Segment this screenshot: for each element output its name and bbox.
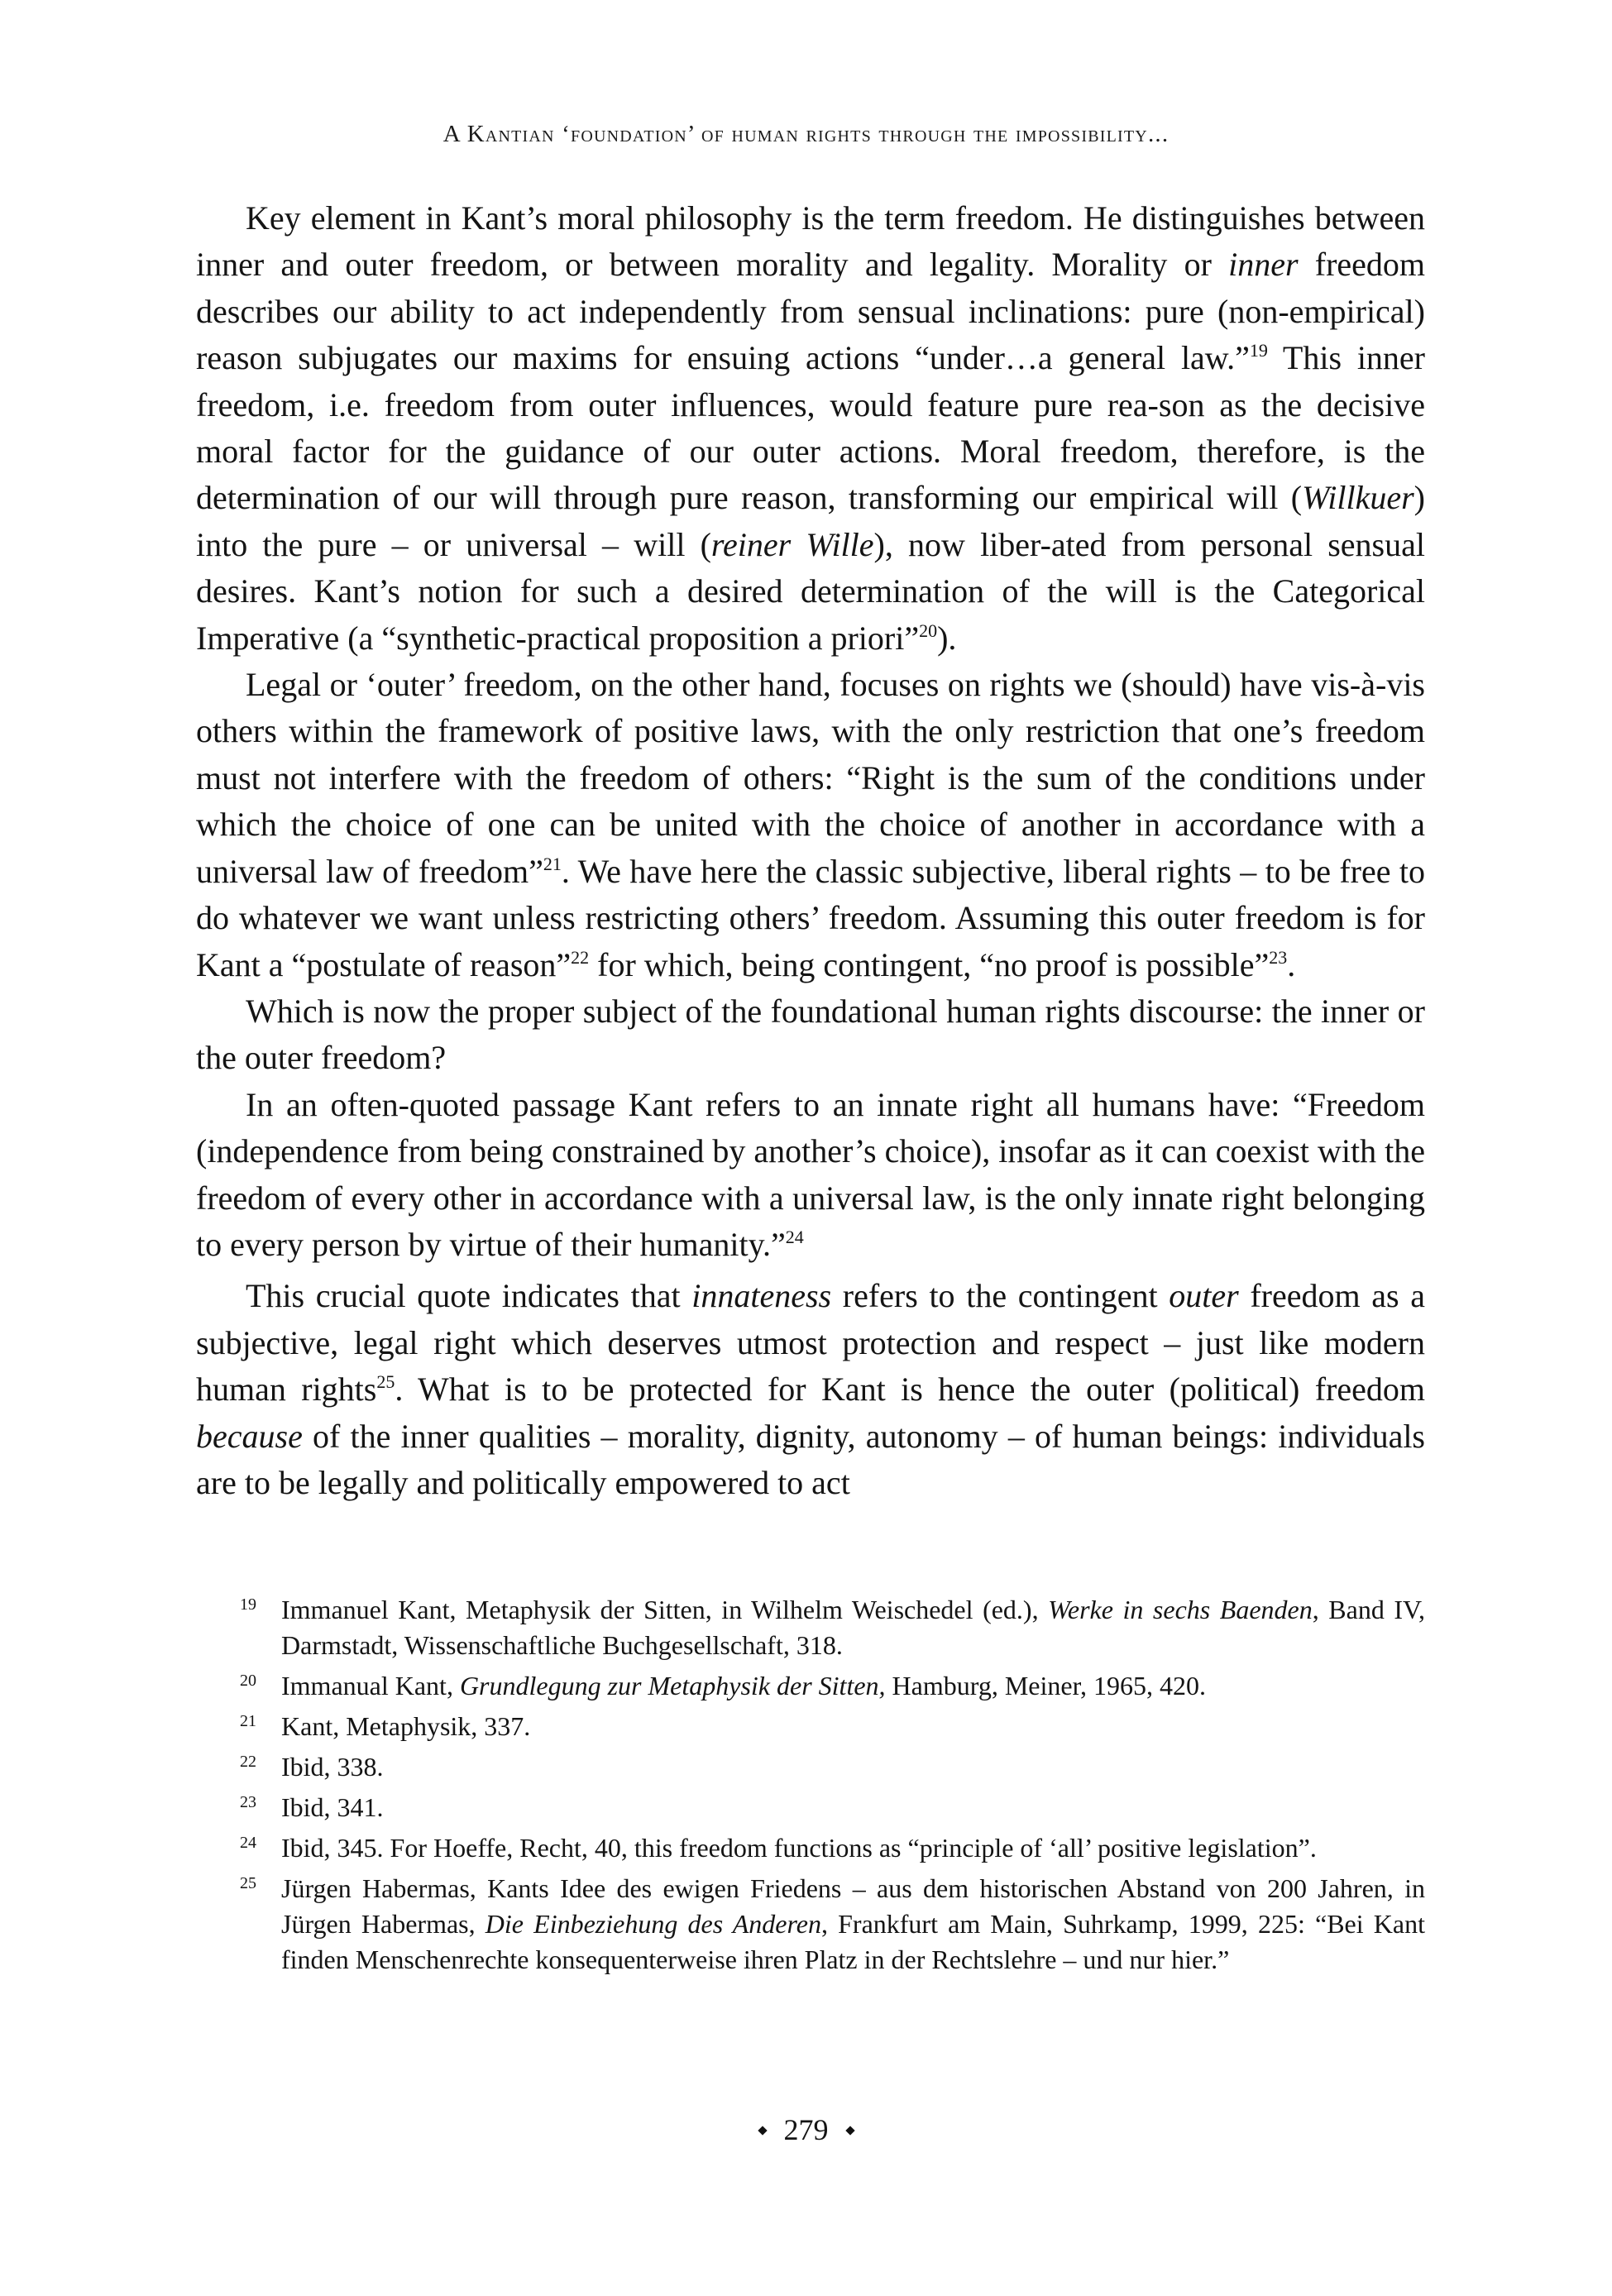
page-number [0,2112,1612,2147]
text-run: ) into the pure – or universal – will ( [196,479,1425,563]
emphasis: Die Einbeziehung des Anderen [485,1909,821,1939]
footnote-text: , Frankfurt am Main, Suhrkamp, 1999, 225: “Bei Kant finden Menschenrechte konsequenterweise ihren Platz in der Rechtslehre – und nur hier.” [281,1909,1426,1974]
text-run: . We have here the classic subjective, liberal rights – to be free to do whatever we want unless restricting others’ freedom. Assuming this outer freedom is for Kant a “postulate of reason” [196,852,1426,983]
text-run: ). [937,619,957,657]
text-run: for which, being contingent, “no proof is possible” [589,945,1270,983]
footnote-number: 22 [240,1753,256,1771]
text-run: Legal or ‘outer’ freedom, on the other hand, focuses on rights we (should) have vis-à-vis others within the framework of positive laws, with the only restriction that one’s freedom must not interfere with the freedom of others: “Right is the sum of the conditions under which the choice of one can be united with the choice of another in accordance with a universal law of freedom” [196,666,1425,890]
emphasis: because [196,1417,303,1455]
emphasis: inner [1228,246,1299,284]
diamond-ornament-icon [845,2126,854,2135]
footnote-21 [240,1709,1425,1744]
text-run: freedom as a subjective, legal right which deserves utmost protection and respect – just like modern human rights [196,1277,1425,1409]
text-run: This crucial quote indicates that [246,1277,692,1315]
footnote-number: 20 [240,1672,256,1690]
diamond-ornament-icon [758,2126,767,2135]
page-number-text: 279 [783,2113,829,2146]
footnote-ref-23[interactable]: 23 [1269,946,1288,968]
footnote-ref-20[interactable]: 20 [919,619,938,641]
paragraph-5 [196,1273,1425,1506]
emphasis: outer [1169,1277,1239,1315]
footnote-text: Immanuel Kant, Metaphysik der Sitten, in Wilhelm Weischedel (ed.), [281,1595,1049,1624]
footnote-text: Ibid, 341. [281,1792,384,1822]
paragraph-3 [196,988,1425,1082]
running-head: A Kantian ‘foundation’ of human rights through the impossibility... [442,121,1170,147]
footnote-text: Hamburg, Meiner, 1965, 420. [885,1671,1206,1700]
emphasis: reiner Wille [710,525,874,563]
footnote-22 [240,1749,1425,1785]
footnote-ref-19[interactable]: 19 [1249,340,1268,361]
text-run: freedom describes our ability to act independently from sensual inclinations: pure (non-empirical) reason subjugates our maxims for ensuing actions “under…a general law.” [196,246,1426,377]
footnote-text: Ibid, 338. [281,1752,384,1782]
footnote-number: 23 [240,1793,256,1811]
text-run: Key element in Kant’s moral philosophy is the term freedom. He distinguishes between inner and outer freedom, or between morality and legality. Morality or [196,199,1425,284]
footnote-ref-22[interactable]: 22 [571,946,590,968]
paragraph-4 [196,1082,1425,1269]
text-run: refers to the contingent [831,1277,1170,1315]
footnote-text: Kant, Metaphysik, 337. [281,1711,531,1741]
footnote-19 [240,1592,1425,1663]
text-run: . [1287,945,1296,983]
footnote-20 [240,1668,1425,1704]
text-run: . What is to be protected for Kant is hence the outer (political) freedom [395,1370,1426,1409]
emphasis: Grundlegung zur Metaphysik der Sitten, [459,1671,886,1700]
footnote-number: 19 [240,1595,256,1614]
emphasis: Willkuer [1302,479,1414,517]
footnote-text: Ibid, 345. For Hoeffe, Recht, 40, this freedom functions as “principle of ‘all’ positive legislation”. [281,1833,1317,1863]
footnote-23 [240,1790,1425,1825]
main-text [196,195,1425,1506]
paragraph-1 [196,195,1425,662]
footnote-ref-21[interactable]: 21 [543,853,562,874]
footnote-number: 25 [240,1874,256,1892]
emphasis: innateness [691,1277,832,1315]
footnote-number: 24 [240,1834,256,1852]
footnote-25 [240,1871,1425,1978]
emphasis: Werke in sechs Baenden [1048,1595,1313,1624]
footnote-24 [240,1830,1425,1866]
footnote-text: Immanual Kant, [281,1671,460,1700]
paragraph-2 [196,662,1425,988]
text-run: Which is now the proper subject of the foundational human rights discourse: the inner or the outer freedom? [196,992,1425,1077]
footnote-ref-24[interactable]: 24 [785,1226,804,1247]
text-run: ), now liber-ated from personal sensual desires. Kant’s notion for such a desired determination of the will is the Categorical Imperative (a “synthetic-practical proposition a priori” [196,525,1425,657]
text-run: of the inner qualities – morality, dignity, autonomy – of human beings: individuals are to be legally and politically empowered to act [196,1417,1425,1501]
footnote-text: Jürgen Habermas, Kants Idee des ewigen Friedens – aus dem historischen Abstand von 200 Jahren, in Jürgen Habermas, [281,1873,1425,1939]
footnote-ref-25[interactable]: 25 [376,1371,395,1393]
text-run: In an often-quoted passage Kant refers to an innate right all humans have: “Freedom (independence from being constrained by another’s choice), insofar as it can coexist with the freedom of every other in accordance with a universal law, is the only innate right belonging to every person by virtue of their humanity.” [196,1085,1425,1263]
text-run: This inner freedom, i.e. freedom from outer influences, would feature pure rea-son as the decisive moral factor for the guidance of our outer actions. Moral freedom, therefore, is the determination of our will through pure reason, transforming our empirical will ( [196,339,1426,517]
footnote-number: 21 [240,1712,256,1730]
footnotes [240,1592,1425,1983]
footnote-text: , Band IV, Darmstadt, Wissenschaftliche Buchgesellschaft, 318. [281,1595,1426,1660]
